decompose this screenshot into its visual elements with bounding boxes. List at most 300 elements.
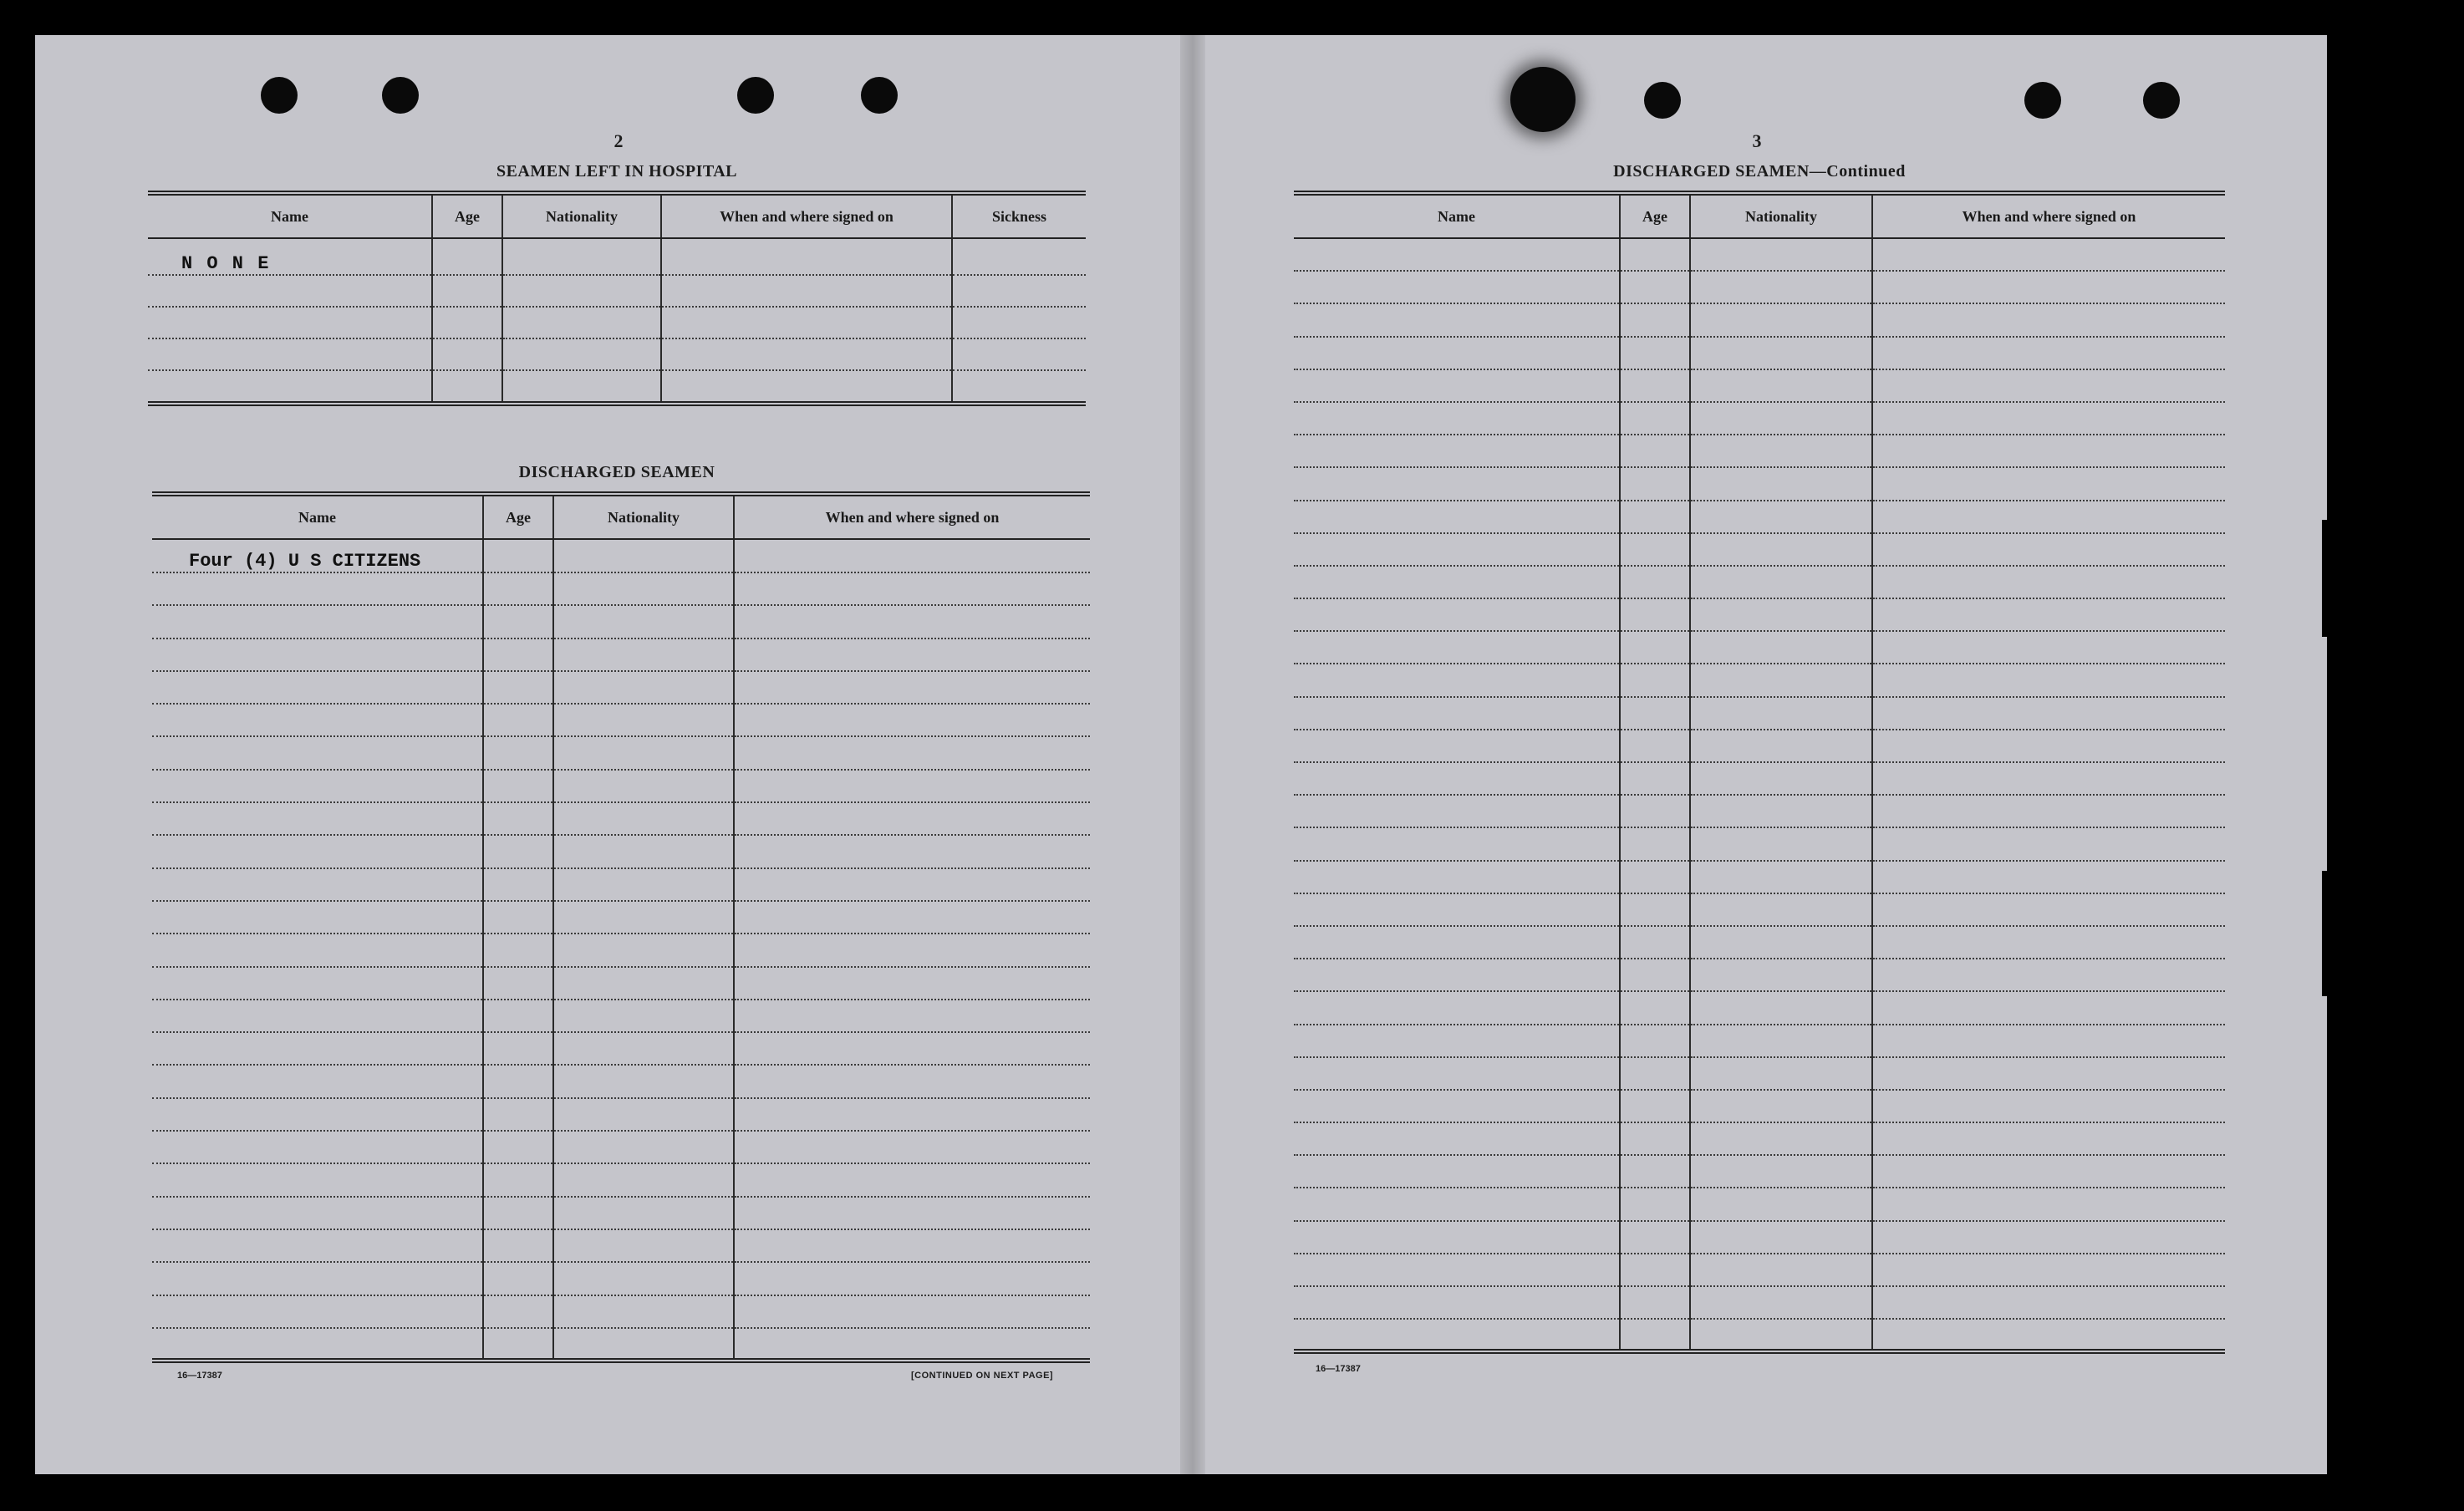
table-cell [502,307,661,338]
table-row [152,1000,1090,1032]
table-cell [553,967,734,1000]
table-cell [483,1098,553,1131]
table-cell [1620,664,1690,696]
table-cell [432,307,502,338]
table-cell [1294,533,1620,566]
table-cell [734,736,1090,769]
table-cell [483,835,553,867]
hospital-table [148,191,1086,406]
table-row [152,1328,1090,1361]
column-header-signed-on: When and where signed on [1872,193,2225,238]
table-cell [1872,337,2225,369]
table-cell [1690,369,1872,402]
table-cell [1690,991,1872,1024]
table-cell [1690,1254,1872,1286]
table-cell [1620,697,1690,730]
table-cell [553,539,734,572]
table-cell [1872,926,2225,959]
table-cell [661,275,952,307]
table-cell [483,934,553,966]
table-cell [483,1295,553,1328]
table-cell [483,1000,553,1032]
table-cell [152,1065,483,1097]
table-cell [1690,467,1872,500]
table-cell [1690,566,1872,598]
table-cell [553,1229,734,1262]
discharged-table-left [152,491,1090,1363]
table-cell [1294,369,1620,402]
hospital-entry: N O N E [148,238,432,275]
table-cell [1294,926,1620,959]
table-row [152,934,1090,966]
table-cell [1872,402,2225,435]
table-cell [1294,1025,1620,1057]
table-cell [553,1295,734,1328]
table-cell [1294,959,1620,991]
table-cell [1620,1254,1690,1286]
table-cell [1294,893,1620,926]
table-row [152,1295,1090,1328]
table-cell [1690,533,1872,566]
table-cell [152,1131,483,1163]
table-cell [553,1197,734,1229]
table-cell [1872,1155,2225,1188]
table-cell [152,1000,483,1032]
table-cell [1294,730,1620,762]
table-row [152,835,1090,867]
table-cell [152,1328,483,1361]
table-cell [1872,730,2225,762]
table-row [152,868,1090,901]
table-cell [1872,501,2225,533]
table-cell [734,1197,1090,1229]
table-cell [483,638,553,671]
table-row [1294,1025,2225,1057]
table-cell [1690,1025,1872,1057]
table-cell [661,307,952,338]
table-cell [1690,1319,1872,1351]
table-cell [1620,893,1690,926]
table-row [148,275,1086,307]
table-cell [1872,631,2225,664]
table-cell [1620,467,1690,500]
table-cell [1872,303,2225,336]
table-row [1294,664,2225,696]
table-cell [1294,467,1620,500]
table-cell [734,539,1090,572]
table-cell [1690,664,1872,696]
table-row [1294,435,2225,467]
table-row [1294,730,2225,762]
table-cell [1294,631,1620,664]
table-cell [1872,1122,2225,1155]
table-cell [1690,730,1872,762]
table-row [1294,1286,2225,1319]
table-cell [952,238,1086,275]
punch-hole [1644,82,1681,119]
column-header-age: Age [1620,193,1690,238]
table-cell [553,901,734,934]
table-row [152,1131,1090,1163]
punch-hole [2143,82,2180,119]
column-header-name: Name [152,494,483,539]
table-cell [483,901,553,934]
table-cell [152,638,483,671]
table-cell [734,868,1090,901]
table-cell [1620,1122,1690,1155]
table-row [1294,926,2225,959]
table-cell [1294,1254,1620,1286]
table-row [1294,1057,2225,1090]
table-cell [152,1197,483,1229]
table-row [1294,303,2225,336]
column-header-age: Age [483,494,553,539]
table-row [152,1032,1090,1065]
table-cell [152,802,483,835]
table-cell [1294,861,1620,893]
table-cell [1620,1188,1690,1220]
table-cell [483,671,553,704]
center-fold [1180,35,1205,1474]
table-cell [483,605,553,638]
table-cell [553,1163,734,1196]
table-cell [1872,1057,2225,1090]
table-cell [553,1065,734,1097]
table-cell [1294,664,1620,696]
table-cell [1690,861,1872,893]
table-cell [1872,893,2225,926]
table-cell [152,671,483,704]
table-cell [152,868,483,901]
table-cell [483,1032,553,1065]
table-cell [1872,959,2225,991]
table-row [1294,959,2225,991]
table-row [148,307,1086,338]
table-cell [1620,631,1690,664]
table-cell [1294,1188,1620,1220]
table-row [1294,1221,2225,1254]
table-cell [1690,827,1872,860]
table-cell [1690,303,1872,336]
table-cell [1294,238,1620,271]
table-cell [734,1032,1090,1065]
table-cell [502,370,661,404]
table-cell [152,605,483,638]
discharged-section-title: DISCHARGED SEAMEN [518,463,715,481]
table-cell [1620,435,1690,467]
table-cell [1294,402,1620,435]
table-cell [483,539,553,572]
table-cell [1294,827,1620,860]
table-cell [483,704,553,736]
column-header-name: Name [1294,193,1620,238]
page-number-right: 3 [1752,130,1762,151]
table-row [152,802,1090,835]
table-cell [1294,991,1620,1024]
table-cell [1690,762,1872,795]
table-cell [1620,1025,1690,1057]
table-row [148,370,1086,404]
table-row [152,539,1090,572]
table-row [1294,566,2225,598]
column-header-name: Name [148,193,432,238]
table-cell [553,1131,734,1163]
paper-edge-tear [2322,520,2329,637]
table-cell [152,835,483,867]
table-row [1294,467,2225,500]
table-row [152,736,1090,769]
table-cell [148,370,432,404]
form-code-left: 16—17387 [177,1371,222,1381]
table-cell [553,934,734,966]
punch-hole [261,77,298,114]
table-cell [661,238,952,275]
table-cell [734,671,1090,704]
table-cell [152,1163,483,1196]
discharged-continued-title: DISCHARGED SEAMEN—Continued [1613,162,1906,181]
table-cell [553,868,734,901]
table-cell [483,1328,553,1361]
table-cell [734,934,1090,966]
table-cell [1690,1057,1872,1090]
table-cell [734,605,1090,638]
table-cell [734,1131,1090,1163]
table-cell [1294,598,1620,631]
table-cell [1872,1090,2225,1122]
table-cell [483,736,553,769]
table-cell [1872,1025,2225,1057]
table-row [152,605,1090,638]
table-row [148,338,1086,370]
table-cell [1620,598,1690,631]
table-cell [734,572,1090,605]
form-code-right: 16—17387 [1316,1364,1361,1374]
table-row [1294,1319,2225,1351]
table-cell [1294,1319,1620,1351]
table-cell [152,704,483,736]
table-row [152,1098,1090,1131]
page-number-left: 2 [613,130,624,151]
table-cell [1620,566,1690,598]
punch-hole [737,77,774,114]
table-cell [734,967,1090,1000]
table-cell [1620,991,1690,1024]
table-cell [1872,1188,2225,1220]
table-row [1294,533,2225,566]
column-header-nationality: Nationality [553,494,734,539]
table-row [1294,893,2225,926]
table-cell [734,1065,1090,1097]
table-row [1294,631,2225,664]
table-cell [734,638,1090,671]
table-cell [1872,795,2225,827]
table-cell [1620,1286,1690,1319]
table-cell [483,1229,553,1262]
table-cell [553,1032,734,1065]
table-cell [1620,926,1690,959]
table-cell [1620,402,1690,435]
table-row [1294,337,2225,369]
table-cell [152,901,483,934]
table-row [152,901,1090,934]
table-cell [1294,1122,1620,1155]
table-cell [1620,1221,1690,1254]
table-row [152,1262,1090,1295]
table-row [152,1163,1090,1196]
table-cell [734,1295,1090,1328]
table-cell [1872,271,2225,303]
table-cell [553,1328,734,1361]
table-cell [1620,959,1690,991]
table-cell [483,1262,553,1295]
table-cell [1294,566,1620,598]
table-cell [1620,730,1690,762]
table-cell [1690,1188,1872,1220]
table-cell [1690,598,1872,631]
table-row [152,967,1090,1000]
table-row [1294,271,2225,303]
table-cell [483,967,553,1000]
table-cell [734,1262,1090,1295]
document-sheet [35,35,2327,1474]
table-cell [952,338,1086,370]
table-cell [483,1163,553,1196]
table-cell [553,802,734,835]
table-cell [502,238,661,275]
table-cell [1690,271,1872,303]
table-cell [1690,1122,1872,1155]
table-cell [1690,501,1872,533]
table-cell [432,370,502,404]
table-cell [1620,762,1690,795]
table-row [1294,827,2225,860]
table-cell [553,1000,734,1032]
table-cell [1690,697,1872,730]
punch-hole [382,77,419,114]
table-cell [734,1229,1090,1262]
table-cell [1690,337,1872,369]
table-cell [483,1197,553,1229]
table-cell [1620,795,1690,827]
table-cell [1620,827,1690,860]
table-row [1294,795,2225,827]
table-cell [1872,664,2225,696]
table-cell [1872,566,2225,598]
table-cell [1294,303,1620,336]
table-cell [432,275,502,307]
table-cell [1872,369,2225,402]
table-cell [1690,959,1872,991]
table-row [152,671,1090,704]
table-row [152,1065,1090,1097]
table-cell [1690,238,1872,271]
table-cell [952,275,1086,307]
table-cell [1620,303,1690,336]
table-cell [1620,271,1690,303]
table-cell [661,338,952,370]
table-row [148,238,1086,275]
table-cell [1620,1319,1690,1351]
column-header-nationality: Nationality [1690,193,1872,238]
table-cell [1872,1286,2225,1319]
table-cell [1690,795,1872,827]
table-row [152,770,1090,802]
table-cell [1872,762,2225,795]
table-cell [152,1229,483,1262]
table-cell [661,370,952,404]
table-cell [952,370,1086,404]
table-cell [432,238,502,275]
table-cell [483,802,553,835]
table-cell [1872,1254,2225,1286]
table-cell [734,1098,1090,1131]
table-cell [1872,861,2225,893]
table-row [1294,1122,2225,1155]
table-cell [734,1000,1090,1032]
table-cell [1690,1155,1872,1188]
table-cell [148,307,432,338]
table-cell [1872,238,2225,271]
table-cell [152,1098,483,1131]
table-cell [1690,893,1872,926]
table-cell [1620,1155,1690,1188]
table-cell [483,1131,553,1163]
table-cell [734,770,1090,802]
table-row [1294,1254,2225,1286]
table-cell [1294,501,1620,533]
table-cell [1294,697,1620,730]
table-cell [483,572,553,605]
table-cell [483,1065,553,1097]
punch-hole [2024,82,2061,119]
table-row [1294,991,2225,1024]
table-row [152,704,1090,736]
table-cell [1294,795,1620,827]
table-cell [1690,1090,1872,1122]
table-cell [1294,1286,1620,1319]
table-row [1294,402,2225,435]
hospital-section-title: SEAMEN LEFT IN HOSPITAL [496,162,738,181]
table-cell [553,572,734,605]
table-row [152,572,1090,605]
table-cell [1620,238,1690,271]
table-cell [1872,697,2225,730]
table-cell [502,275,661,307]
table-cell [1872,827,2225,860]
table-cell [1620,533,1690,566]
punch-hole [1510,67,1576,132]
table-cell [553,736,734,769]
table-cell [553,835,734,867]
table-cell [1620,337,1690,369]
table-cell [1872,991,2225,1024]
table-cell [1690,435,1872,467]
column-header-nationality: Nationality [502,193,661,238]
table-row [1294,598,2225,631]
table-cell [553,1098,734,1131]
table-cell [502,338,661,370]
table-cell [553,770,734,802]
column-header-sickness: Sickness [952,193,1086,238]
table-cell [734,704,1090,736]
table-cell [148,338,432,370]
discharged-entry: Four (4) U S CITIZENS [152,539,483,572]
table-cell [1690,926,1872,959]
table-cell [1620,369,1690,402]
paper-edge-tear [2322,871,2327,996]
table-cell [1294,271,1620,303]
table-cell [432,338,502,370]
